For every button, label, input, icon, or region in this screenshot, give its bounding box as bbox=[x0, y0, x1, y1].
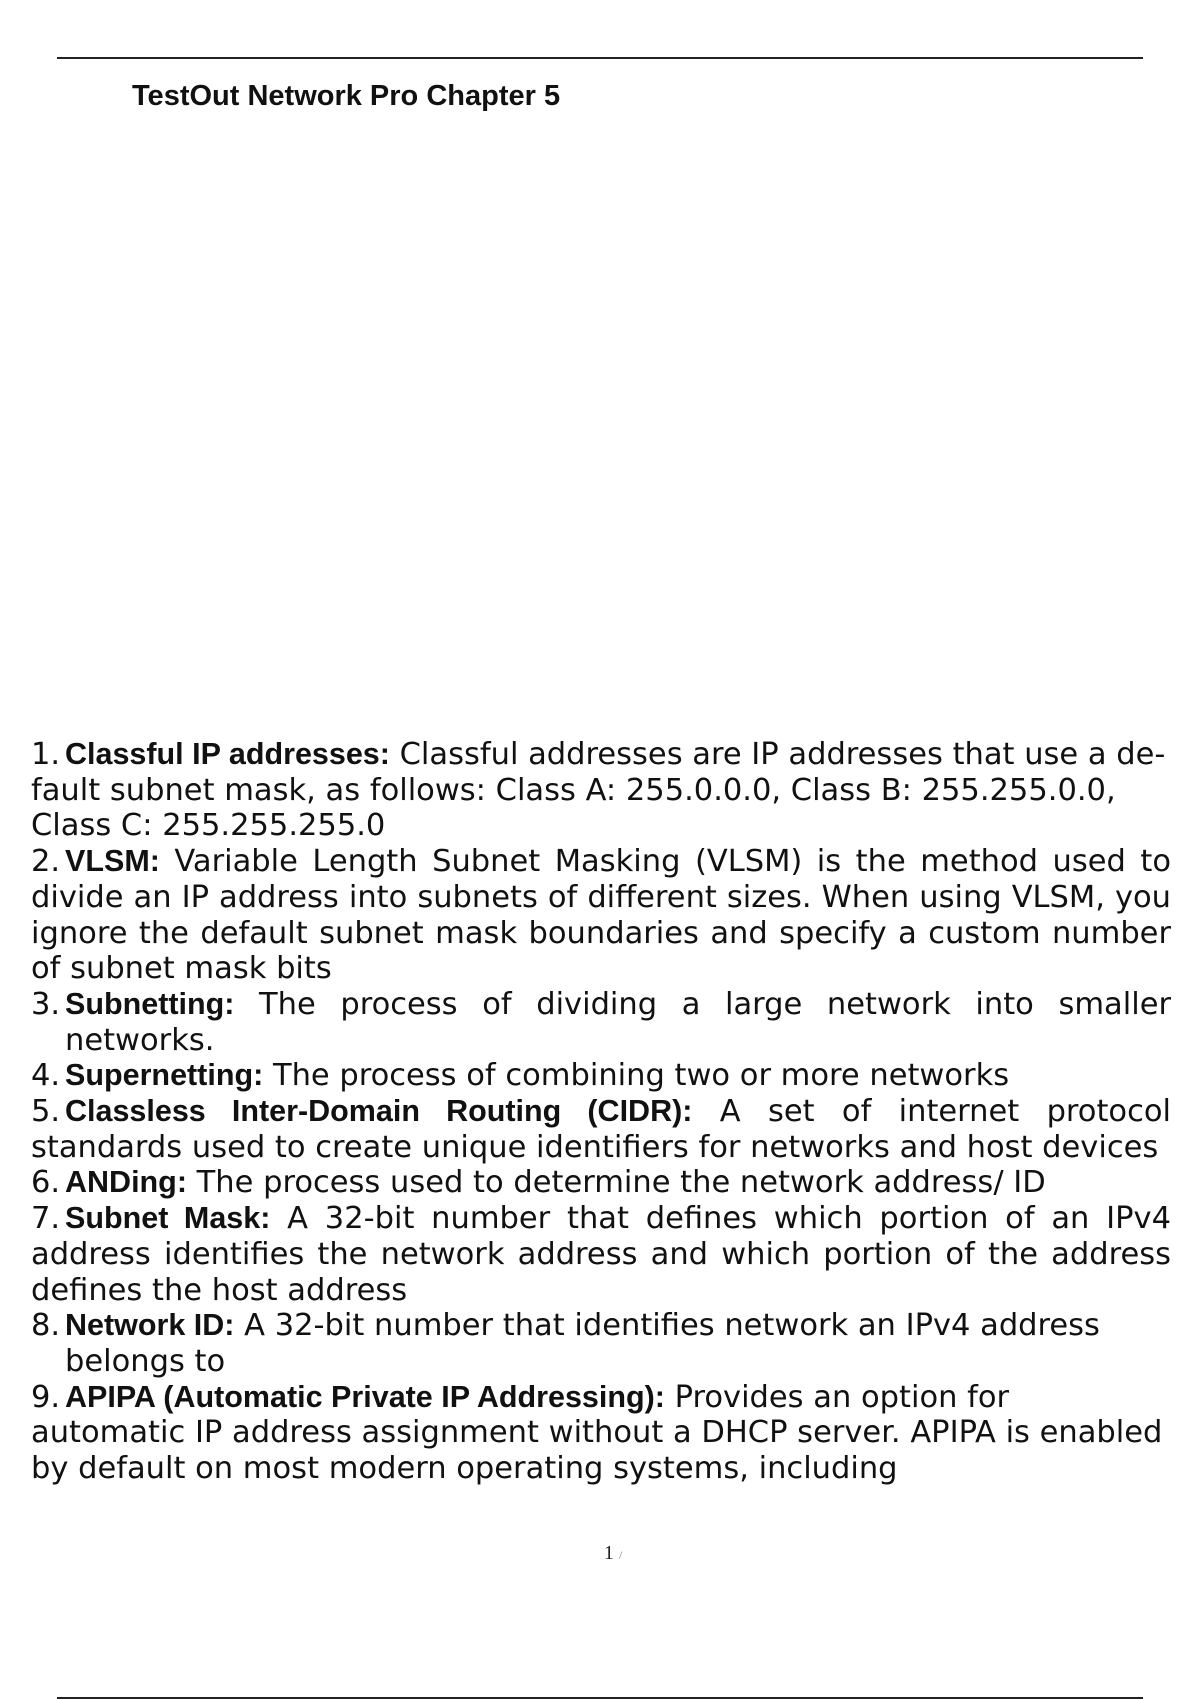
term-label: VLSM: bbox=[65, 844, 160, 879]
page-number-value: 1 bbox=[603, 1542, 614, 1564]
term-list bbox=[31, 737, 1171, 1487]
term-definition: The process used to determine the network address/ ID bbox=[186, 1165, 1046, 1201]
bottom-rule bbox=[57, 1697, 1143, 1699]
term-item-vlsm bbox=[31, 844, 1171, 987]
top-rule bbox=[57, 57, 1143, 59]
item-number: 1. bbox=[31, 737, 61, 772]
term-item-supernetting bbox=[31, 1058, 1171, 1094]
term-label: Supernetting: bbox=[65, 1058, 264, 1093]
term-item-classful-ip bbox=[31, 737, 1171, 844]
item-number: 9. bbox=[31, 1379, 61, 1415]
item-number: 4. bbox=[31, 1058, 61, 1094]
term-label: ANDing: bbox=[65, 1165, 187, 1200]
term-label: Network ID: bbox=[65, 1308, 235, 1343]
term-definition: A 32-bit number that defines which portion of an IPv4 address identifies the network address and which portion of the address defines the host address bbox=[31, 1201, 1171, 1308]
item-number: 2. bbox=[31, 844, 61, 880]
item-number: 5. bbox=[31, 1094, 61, 1130]
term-definition: The process of combining two or more networks bbox=[263, 1058, 1010, 1094]
document-title: TestOut Network Pro Chapter 5 bbox=[132, 80, 561, 112]
term-definition: Provides an option for automatic IP address assignment without a DHCP server. APIPA is enabled by default on most modern operating systems, including bbox=[31, 1379, 1163, 1487]
term-item-subnetting bbox=[31, 987, 1171, 1058]
term-definition: A 32-bit number that identifies network an IPv4 address belongs to bbox=[65, 1308, 1100, 1379]
term-item-cidr bbox=[31, 1094, 1171, 1165]
item-number: 6. bbox=[31, 1165, 61, 1201]
item-number: 3. bbox=[31, 986, 61, 1022]
term-label: Classful IP addresses: bbox=[65, 737, 390, 771]
term-label: Subnetting: bbox=[65, 986, 235, 1021]
term-definition: The process of dividing a large network into smaller networks. bbox=[65, 986, 1171, 1058]
term-label: Subnet Mask: bbox=[65, 1201, 271, 1236]
item-number: 7. bbox=[31, 1201, 61, 1237]
term-definition: A set of internet protocol standards used to create unique identifiers for networks and host devices bbox=[31, 1094, 1171, 1165]
term-item-network-id bbox=[31, 1308, 1171, 1379]
term-item-subnet-mask bbox=[31, 1201, 1171, 1308]
term-item-apipa bbox=[31, 1380, 1171, 1487]
term-definition: Variable Length Subnet Masking (VLSM) is the method used to divide an IP address into subnets of different sizes. When using VLSM, you ignore the default subnet mask boundaries and specify a custom number of subnet mask bits bbox=[31, 844, 1171, 987]
term-item-anding bbox=[31, 1165, 1171, 1201]
term-definition: Classful addresses are IP addresses that use a de- fault subnet mask, as follows: Class A: 255.0.0.0, Class B: 255.255.0.0, Class C: 255.255.255.0 bbox=[31, 737, 1166, 844]
item-number: 8. bbox=[31, 1308, 61, 1344]
term-label: Classless Inter-Domain Routing (CIDR): bbox=[65, 1094, 693, 1129]
page-number bbox=[0, 1542, 1200, 1565]
page-number-suffix: / bbox=[618, 1548, 623, 1562]
term-label: APIPA (Automatic Private IP Addressing): bbox=[65, 1379, 665, 1414]
